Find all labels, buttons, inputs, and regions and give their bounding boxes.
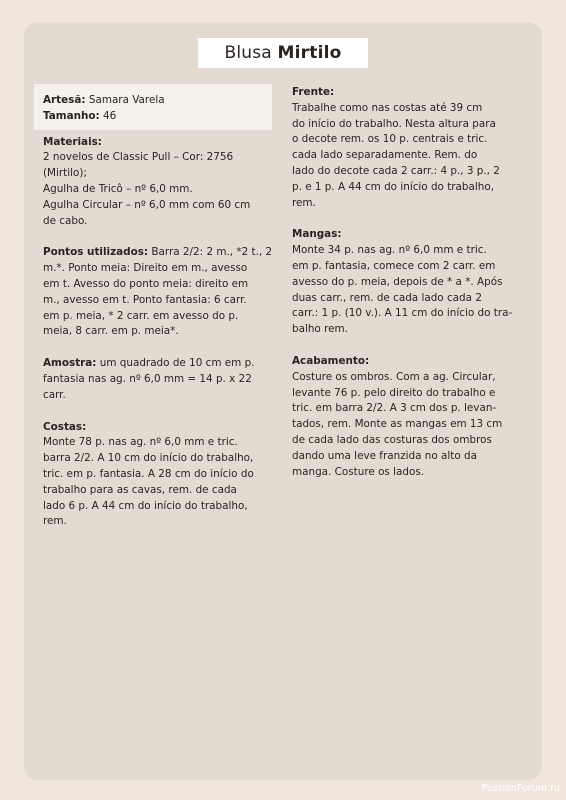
- text-line: de cabo.: [43, 214, 88, 227]
- artesa-line: [43, 93, 275, 109]
- title-regular: Blusa: [224, 43, 272, 63]
- materiais-text: [43, 150, 275, 229]
- text-line: m.*. Ponto meia: Direito em m., avesso: [43, 262, 248, 275]
- text-line: em p. meia, * 2 carr. em avesso do p.: [43, 309, 239, 322]
- text-line: em p. fantasia, comece com 2 carr. em: [292, 259, 496, 272]
- text-line: duas carr., rem. de cada lado cada 2: [292, 291, 482, 304]
- title-bold: Mirtilo: [277, 43, 342, 63]
- amostra-first-line: [43, 356, 275, 372]
- acabamento-text: [292, 370, 518, 481]
- text-line: cada lado separadamente. Rem. do: [292, 149, 478, 162]
- pontos-heading: Pontos utilizados:: [43, 246, 149, 259]
- text-line: Trabalhe como nas costas até 39 cm: [292, 101, 483, 114]
- acabamento-section: [292, 354, 518, 480]
- materiais-section: [43, 135, 275, 230]
- watermark: PassionForum.ru: [481, 783, 560, 794]
- pontos-first-line: [43, 245, 275, 261]
- left-column: [43, 93, 275, 546]
- costas-heading: Costas:: [43, 420, 87, 433]
- text-line: rem.: [43, 515, 67, 528]
- text-line: trabalho para as cavas, rem. de cada: [43, 483, 237, 496]
- text-line: avesso do p. meia, depois de * a *. Após: [292, 275, 503, 288]
- text-line: dando uma leve franzida no alto da: [292, 449, 477, 462]
- text-line: (Mirtilo);: [43, 167, 87, 180]
- materiais-heading: Materiais:: [43, 135, 102, 148]
- amostra-first-text: um quadrado de 10 cm em p.: [99, 357, 255, 370]
- text-line: carr.: 1 p. (10 v.). A 11 cm do início do tra-: [292, 307, 513, 320]
- text-line: rem.: [292, 196, 316, 209]
- text-line: m., avesso em t. Ponto fantasia: 6 carr.: [43, 293, 247, 306]
- pontos-first-text: Barra 2/2: 2 m., *2 t., 2: [151, 246, 273, 259]
- text-line: tric. em p. fantasia. A 28 cm do início do: [43, 467, 254, 480]
- text-line: fantasia nas ag. nº 6,0 mm = 14 p. x 22: [43, 372, 252, 385]
- frente-section: [292, 85, 518, 211]
- text-line: p. e 1 p. A 44 cm do início do trabalho,: [292, 180, 495, 193]
- text-line: de cada lado das costuras dos ombros: [292, 433, 492, 446]
- text-line: carr.: [43, 388, 66, 401]
- frente-heading: Frente:: [292, 86, 335, 98]
- text-line: do início do trabalho. Nesta altura para: [292, 117, 496, 130]
- text-line: barra 2/2. A 10 cm do início do trabalho,: [43, 452, 254, 465]
- text-line: o decote rem. os 10 p. centrais e tric.: [292, 133, 488, 146]
- artesa-value: Samara Varela: [88, 94, 165, 106]
- mangas-text: [292, 243, 518, 338]
- amostra-heading: Amostra:: [43, 357, 97, 370]
- mangas-section: [292, 227, 518, 338]
- acabamento-heading: Acabamento:: [292, 354, 370, 367]
- page-title: [198, 38, 368, 68]
- pontos-section: [43, 245, 275, 340]
- text-line: tados, rem. Monte as mangas em 13 cm: [292, 418, 503, 431]
- tamanho-value: 46: [103, 109, 117, 122]
- text-line: Agulha Circular – nº 6,0 mm com 60 cm: [43, 198, 251, 211]
- right-column: [292, 85, 518, 496]
- text-line: lado 6 p. A 44 cm do início do trabalho,: [43, 499, 248, 512]
- text-line: balho rem.: [292, 323, 348, 336]
- tamanho-line: [43, 109, 275, 125]
- text-line: Costure os ombros. Com a ag. Circular,: [292, 370, 496, 383]
- text-line: Monte 78 p. nas ag. nº 6,0 mm e tric.: [43, 436, 238, 449]
- text-line: em t. Avesso do ponto meia: direito em: [43, 277, 249, 290]
- text-line: tric. em barra 2/2. A 3 cm dos p. levan-: [292, 402, 497, 415]
- artesa-label: Artesã:: [43, 94, 86, 106]
- pontos-text: [43, 261, 275, 340]
- mangas-heading: Mangas:: [292, 228, 342, 241]
- text-line: 2 novelos de Classic Pull – Cor: 2756: [43, 151, 234, 164]
- costas-text: [43, 435, 275, 530]
- info-section: [43, 93, 275, 125]
- text-line: Agulha de Tricô – nº 6,0 mm.: [43, 182, 193, 195]
- frente-text: [292, 101, 518, 212]
- amostra-text: [43, 372, 275, 404]
- amostra-section: [43, 356, 275, 403]
- text-line: manga. Costure os lados.: [292, 465, 425, 478]
- costas-section: [43, 420, 275, 531]
- text-line: Monte 34 p. nas ag. nº 6,0 mm e tric.: [292, 244, 487, 257]
- tamanho-label: Tamanho:: [43, 109, 100, 122]
- text-line: levante 76 p. pelo direito do trabalho e: [292, 386, 496, 399]
- text-line: meia, 8 carr. em p. meia*.: [43, 325, 179, 338]
- text-line: lado do decote cada 2 carr.: 4 p., 3 p., 2: [292, 164, 500, 177]
